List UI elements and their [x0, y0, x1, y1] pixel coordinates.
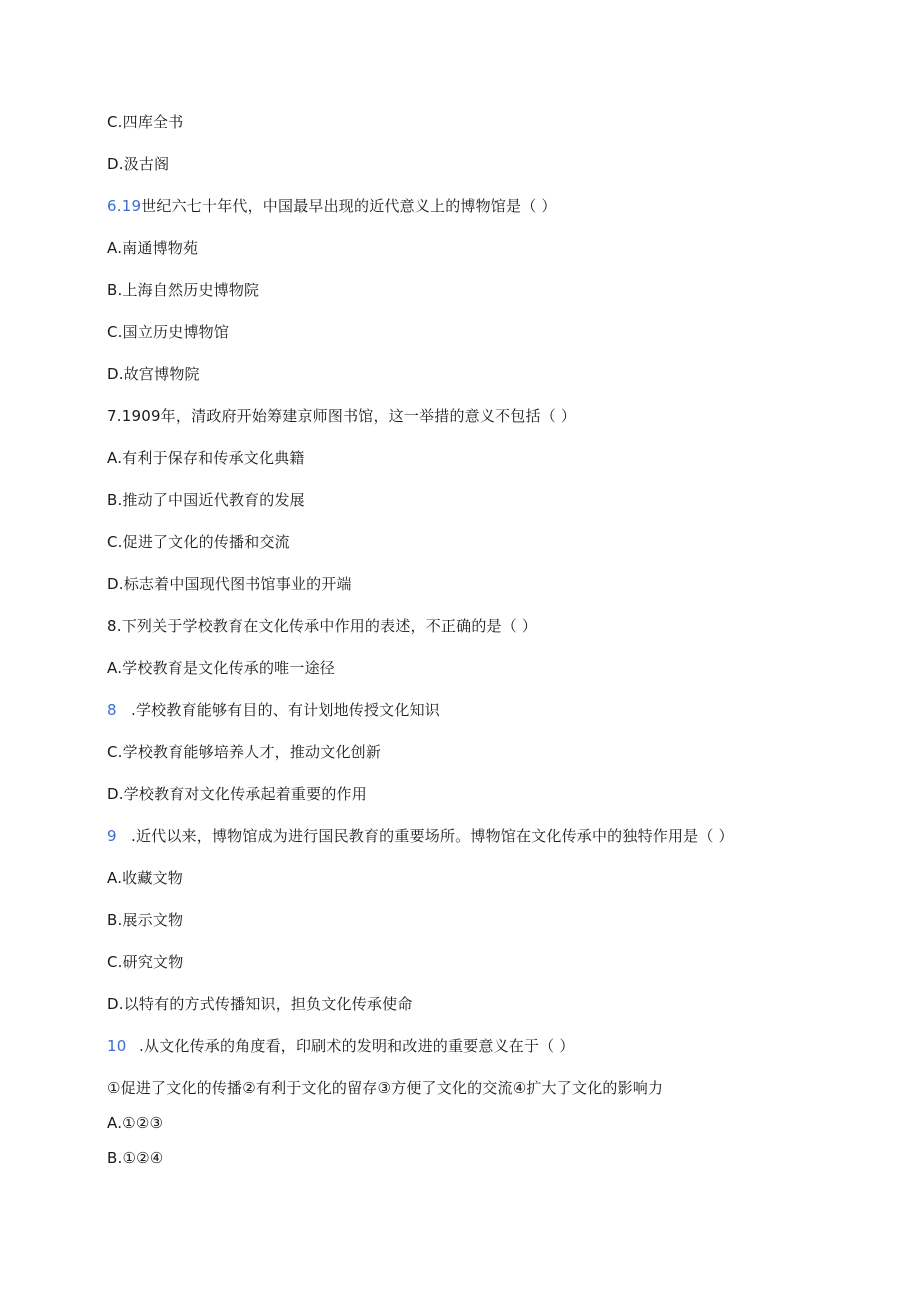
option-text: D.故宫博物院	[107, 365, 200, 383]
option-b-q7	[107, 490, 305, 510]
question-text: .从文化传承的角度看，印刷术的发明和改进的重要意义在于（ ）	[139, 1037, 575, 1055]
statement-list-q10	[107, 1078, 663, 1098]
option-text: B.①②④	[107, 1149, 164, 1167]
option-text: C.研究文物	[107, 953, 184, 971]
question-7	[107, 406, 576, 426]
option-b-q6	[107, 280, 259, 300]
option-a-q7	[107, 448, 305, 468]
option-text: C.学校教育能够培养人才，推动文化创新	[107, 743, 382, 761]
option-text: D.以特有的方式传播知识，担负文化传承使命	[107, 995, 413, 1013]
option-a-q9	[107, 868, 183, 888]
option-text: A.有利于保存和传承文化典籍	[107, 449, 305, 467]
question-text: 世纪六七十年代，中国最早出现的近代意义上的博物馆是（ ）	[141, 197, 557, 215]
option-text: D.学校教育对文化传承起着重要的作用	[107, 785, 367, 803]
option-c-q5	[107, 112, 183, 132]
option-c-q7	[107, 532, 290, 552]
option-b-q10	[107, 1148, 163, 1168]
question-10	[107, 1036, 575, 1056]
option-text: C.促进了文化的传播和交流	[107, 533, 290, 551]
option-d-q5	[107, 154, 169, 174]
option-text: A.学校教育是文化传承的唯一途径	[107, 659, 335, 677]
question-text: .近代以来，博物馆成为进行国民教育的重要场所。博物馆在文化传承中的独特作用是（ ）	[131, 827, 734, 845]
option-text: C.四库全书	[107, 113, 184, 131]
option-c-q6	[107, 322, 229, 342]
option-a-q8	[107, 658, 335, 678]
option-text: .学校教育能够有目的、有计划地传授文化知识	[131, 701, 440, 719]
question-text: 8.下列关于学校教育在文化传承中作用的表述，不正确的是（ ）	[107, 617, 538, 635]
question-number: 6.19	[107, 197, 142, 215]
option-text: B.展示文物	[107, 911, 184, 929]
option-b-q8	[107, 700, 440, 720]
option-d-q9	[107, 994, 413, 1014]
option-a-q6	[107, 238, 198, 258]
option-c-q9	[107, 952, 183, 972]
question-text: 7.1909年，清政府开始筹建京师图书馆，这一举措的意义不包括（ ）	[107, 407, 577, 425]
option-text: A.①②③	[107, 1114, 164, 1132]
option-d-q7	[107, 574, 352, 594]
question-number: 9	[107, 827, 117, 845]
option-b-q9	[107, 910, 183, 930]
option-text: C.国立历史博物馆	[107, 323, 230, 341]
option-text: D.标志着中国现代图书馆事业的开端	[107, 575, 352, 593]
list-number: 8	[107, 701, 117, 719]
option-text: A.收藏文物	[107, 869, 183, 887]
option-d-q8	[107, 784, 367, 804]
option-text: A.南通博物苑	[107, 239, 199, 257]
question-9	[107, 826, 734, 846]
statement-text: ①促进了文化的传播②有利于文化的留存③方便了文化的交流④扩大了文化的影响力	[107, 1079, 664, 1097]
question-8	[107, 616, 537, 636]
option-c-q8	[107, 742, 381, 762]
option-a-q10	[107, 1113, 163, 1133]
question-6	[107, 196, 557, 216]
option-d-q6	[107, 364, 200, 384]
question-number: 10	[107, 1037, 127, 1055]
option-text: B.上海自然历史博物院	[107, 281, 260, 299]
option-text: D.汲古阁	[107, 155, 170, 173]
option-text: B.推动了中国近代教育的发展	[107, 491, 305, 509]
